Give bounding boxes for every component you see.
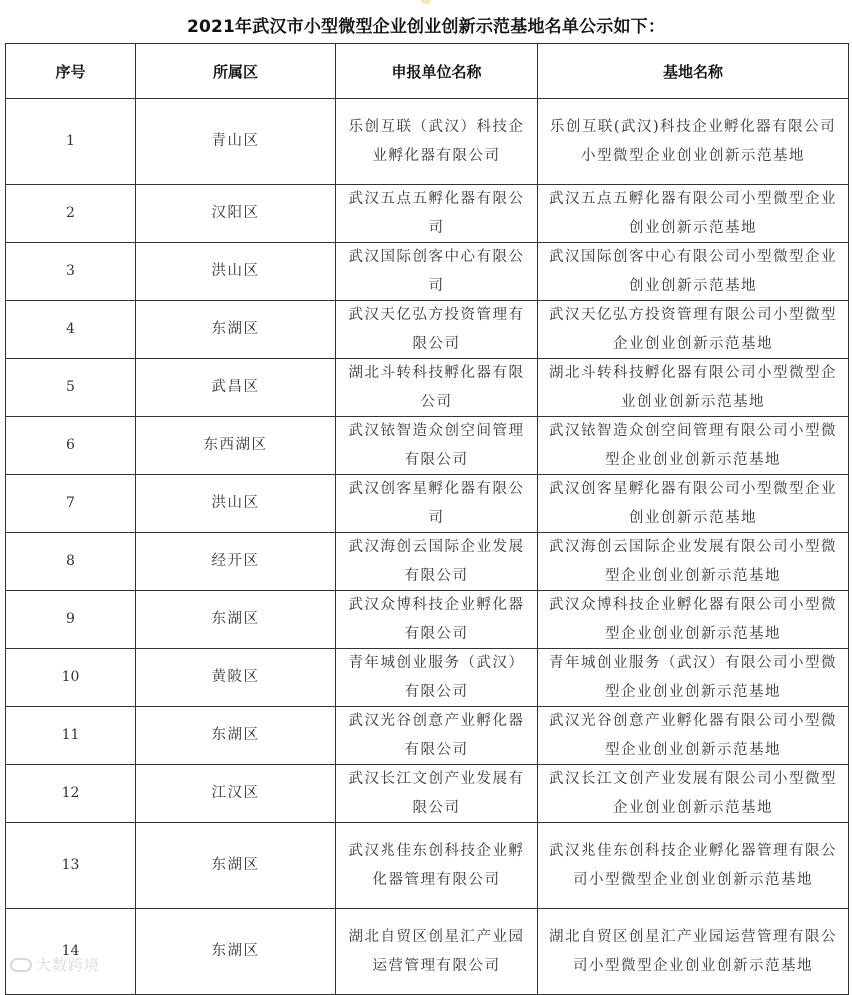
table-row [6, 359, 849, 417]
cell-applicant-unit: 武汉国际创客中心有限公司 [336, 243, 538, 301]
cell-district: 东湖区 [136, 707, 336, 765]
cell-district: 东湖区 [136, 301, 336, 359]
table-row [6, 475, 849, 533]
table-row [6, 823, 849, 909]
cell-district: 东湖区 [136, 823, 336, 909]
header-district: 所属区 [136, 44, 336, 99]
cell-district: 武昌区 [136, 359, 336, 417]
cell-serial-number: 5 [6, 359, 136, 417]
cell-district: 汉阳区 [136, 185, 336, 243]
cell-base-name: 武汉创客星孵化器有限公司小型微型企业创业创新示范基地 [538, 475, 849, 533]
cell-district: 洪山区 [136, 475, 336, 533]
cell-applicant-unit: 武汉光谷创意产业孵化器有限公司 [336, 707, 538, 765]
cell-applicant-unit: 青年城创业服务（武汉）有限公司 [336, 649, 538, 707]
table-row [6, 909, 849, 995]
cell-base-name: 湖北斗转科技孵化器有限公司小型微型企业创业创新示范基地 [538, 359, 849, 417]
cell-base-name: 武汉五点五孵化器有限公司小型微型企业创业创新示范基地 [538, 185, 849, 243]
table-row [6, 591, 849, 649]
cell-base-name: 湖北自贸区创星汇产业园运营管理有限公司小型微型企业创业创新示范基地 [538, 909, 849, 995]
table-row [6, 649, 849, 707]
cell-base-name: 武汉海创云国际企业发展有限公司小型微型企业创业创新示范基地 [538, 533, 849, 591]
watermark-text: 大数跨境 [36, 956, 101, 974]
cell-applicant-unit: 湖北自贸区创星汇产业园运营管理有限公司 [336, 909, 538, 995]
cell-serial-number: 4 [6, 301, 136, 359]
header-base-name: 基地名称 [538, 44, 849, 99]
cell-serial-number: 11 [6, 707, 136, 765]
cell-base-name: 武汉众博科技企业孵化器有限公司小型微型企业创业创新示范基地 [538, 591, 849, 649]
cell-serial-number: 3 [6, 243, 136, 301]
cell-district: 黄陂区 [136, 649, 336, 707]
cell-district: 东湖区 [136, 591, 336, 649]
cell-applicant-unit: 武汉天亿弘方投资管理有限公司 [336, 301, 538, 359]
watermark [10, 954, 100, 975]
header-applicant-unit: 申报单位名称 [336, 44, 538, 99]
cell-applicant-unit: 乐创互联（武汉）科技企业孵化器有限公司 [336, 99, 538, 185]
cell-district: 洪山区 [136, 243, 336, 301]
table-header-row [6, 44, 849, 99]
cell-serial-number: 14 [6, 909, 136, 995]
cell-serial-number: 9 [6, 591, 136, 649]
cell-serial-number: 7 [6, 475, 136, 533]
cell-applicant-unit: 湖北斗转科技孵化器有限公司 [336, 359, 538, 417]
cell-serial-number: 12 [6, 765, 136, 823]
page-title: 2021年武汉市小型微型企业创业创新示范基地名单公示如下： [186, 17, 666, 37]
table-row [6, 765, 849, 823]
cell-serial-number: 10 [6, 649, 136, 707]
cell-base-name: 武汉兆佳东创科技企业孵化器管理有限公司小型微型企业创业创新示范基地 [538, 823, 849, 909]
table-row [6, 533, 849, 591]
table-row [6, 707, 849, 765]
cell-applicant-unit: 武汉创客星孵化器有限公司 [336, 475, 538, 533]
table-row [6, 301, 849, 359]
cell-base-name: 武汉光谷创意产业孵化器有限公司小型微型企业创业创新示范基地 [538, 707, 849, 765]
watermark-logo-icon [10, 958, 32, 972]
cell-base-name: 武汉长江文创产业发展有限公司小型微型企业创业创新示范基地 [538, 765, 849, 823]
cell-serial-number: 1 [6, 99, 136, 185]
table-row [6, 185, 849, 243]
cell-applicant-unit: 武汉海创云国际企业发展有限公司 [336, 533, 538, 591]
cell-applicant-unit: 武汉五点五孵化器有限公司 [336, 185, 538, 243]
cell-applicant-unit: 武汉铱智造众创空间管理有限公司 [336, 417, 538, 475]
cell-base-name: 武汉国际创客中心有限公司小型微型企业创业创新示范基地 [538, 243, 849, 301]
cell-base-name: 武汉铱智造众创空间管理有限公司小型微型企业创业创新示范基地 [538, 417, 849, 475]
cell-applicant-unit: 武汉兆佳东创科技企业孵化器管理有限公司 [336, 823, 538, 909]
cell-district: 东湖区 [136, 909, 336, 995]
cell-applicant-unit: 武汉长江文创产业发展有限公司 [336, 765, 538, 823]
table-row [6, 417, 849, 475]
demo-base-table [5, 43, 849, 995]
header-serial-number: 序号 [6, 44, 136, 99]
cell-serial-number: 8 [6, 533, 136, 591]
table-row [6, 243, 849, 301]
table-row [6, 99, 849, 185]
cell-district: 经开区 [136, 533, 336, 591]
cell-serial-number: 13 [6, 823, 136, 909]
cell-serial-number: 2 [6, 185, 136, 243]
cell-district: 青山区 [136, 99, 336, 185]
cell-district: 东西湖区 [136, 417, 336, 475]
cell-serial-number: 6 [6, 417, 136, 475]
cell-base-name: 青年城创业服务（武汉）有限公司小型微型企业创业创新示范基地 [538, 649, 849, 707]
top-decoration [421, 0, 431, 4]
cell-base-name: 乐创互联(武汉)科技企业孵化器有限公司小型微型企业创业创新示范基地 [538, 99, 849, 185]
cell-base-name: 武汉天亿弘方投资管理有限公司小型微型企业创业创新示范基地 [538, 301, 849, 359]
cell-district: 江汉区 [136, 765, 336, 823]
cell-applicant-unit: 武汉众博科技企业孵化器有限公司 [336, 591, 538, 649]
